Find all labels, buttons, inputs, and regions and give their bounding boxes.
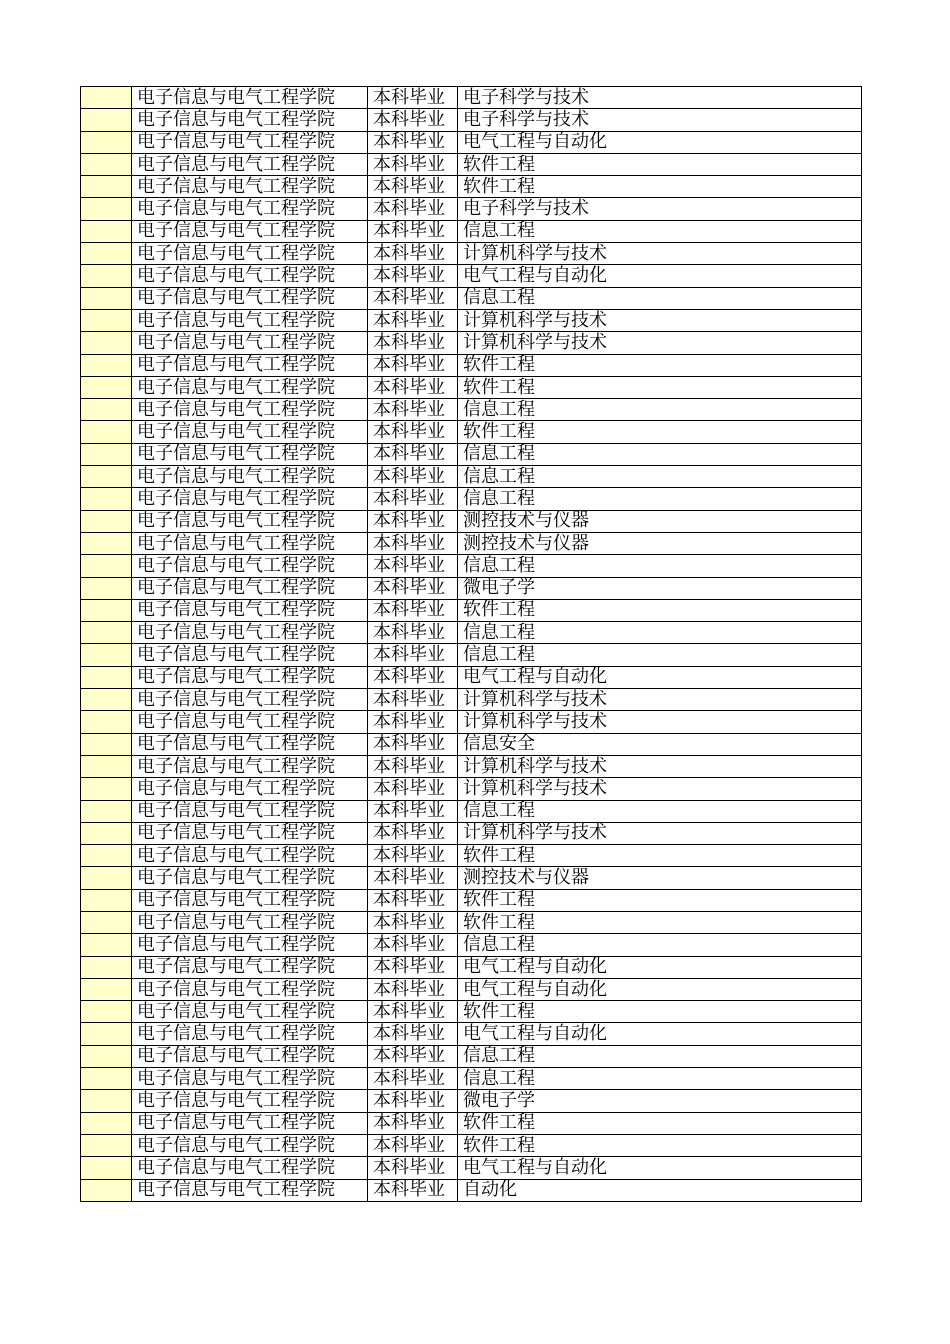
table-row [81,243,862,265]
college-cell: 电子信息与电气工程学院 [132,666,368,688]
college-cell: 电子信息与电气工程学院 [132,220,368,242]
status-cell: 本科毕业 [368,778,458,800]
college-cell: 电子信息与电气工程学院 [132,421,368,443]
status-cell: 本科毕业 [368,666,458,688]
row-marker-cell [81,1090,132,1112]
status-cell: 本科毕业 [368,1157,458,1179]
college-cell: 电子信息与电气工程学院 [132,845,368,867]
row-marker-cell [81,109,132,131]
major-cell: 计算机科学与技术 [458,755,862,777]
major-cell: 软件工程 [458,1134,862,1156]
college-cell: 电子信息与电气工程学院 [132,109,368,131]
table-row [81,845,862,867]
table-row [81,911,862,933]
table-row [81,711,862,733]
college-cell: 电子信息与电气工程学院 [132,354,368,376]
row-marker-cell [81,555,132,577]
table-row [81,421,862,443]
row-marker-cell [81,220,132,242]
row-marker-cell [81,198,132,220]
major-cell: 信息工程 [458,466,862,488]
major-cell: 信息工程 [458,800,862,822]
row-marker-cell [81,309,132,331]
college-cell: 电子信息与电气工程学院 [132,1023,368,1045]
table-row [81,889,862,911]
major-cell: 测控技术与仪器 [458,510,862,532]
table-row [81,622,862,644]
table-row [81,1157,862,1179]
college-cell: 电子信息与电气工程学院 [132,87,368,109]
table-row [81,778,862,800]
row-marker-cell [81,666,132,688]
status-cell: 本科毕业 [368,354,458,376]
major-cell: 电子科学与技术 [458,198,862,220]
row-marker-cell [81,622,132,644]
row-marker-cell [81,287,132,309]
table-row [81,466,862,488]
table-row [81,934,862,956]
table-row [81,1134,862,1156]
row-marker-cell [81,176,132,198]
status-cell: 本科毕业 [368,1045,458,1067]
graduate-table [80,86,862,1202]
row-marker-cell [81,956,132,978]
table-row [81,1045,862,1067]
major-cell: 电气工程与自动化 [458,1023,862,1045]
table-row [81,822,862,844]
major-cell: 软件工程 [458,354,862,376]
row-marker-cell [81,1023,132,1045]
table-row [81,666,862,688]
major-cell: 电气工程与自动化 [458,1157,862,1179]
major-cell: 微电子学 [458,577,862,599]
major-cell: 电气工程与自动化 [458,131,862,153]
college-cell: 电子信息与电气工程学院 [132,800,368,822]
status-cell: 本科毕业 [368,800,458,822]
status-cell: 本科毕业 [368,176,458,198]
row-marker-cell [81,532,132,554]
college-cell: 电子信息与电气工程学院 [132,153,368,175]
status-cell: 本科毕业 [368,755,458,777]
status-cell: 本科毕业 [368,153,458,175]
row-marker-cell [81,488,132,510]
status-cell: 本科毕业 [368,689,458,711]
status-cell: 本科毕业 [368,376,458,398]
table-row [81,1090,862,1112]
college-cell: 电子信息与电气工程学院 [132,577,368,599]
college-cell: 电子信息与电气工程学院 [132,309,368,331]
major-cell: 信息工程 [458,1068,862,1090]
status-cell: 本科毕业 [368,845,458,867]
table-row [81,309,862,331]
row-marker-cell [81,867,132,889]
row-marker-cell [81,778,132,800]
status-cell: 本科毕业 [368,443,458,465]
major-cell: 信息工程 [458,220,862,242]
table-row [81,510,862,532]
table-row [81,220,862,242]
status-cell: 本科毕业 [368,1112,458,1134]
status-cell: 本科毕业 [368,934,458,956]
row-marker-cell [81,466,132,488]
row-marker-cell [81,889,132,911]
college-cell: 电子信息与电气工程学院 [132,622,368,644]
table-row [81,399,862,421]
major-cell: 计算机科学与技术 [458,778,862,800]
major-cell: 软件工程 [458,599,862,621]
row-marker-cell [81,87,132,109]
college-cell: 电子信息与电气工程学院 [132,287,368,309]
status-cell: 本科毕业 [368,109,458,131]
status-cell: 本科毕业 [368,265,458,287]
row-marker-cell [81,733,132,755]
major-cell: 信息工程 [458,622,862,644]
table-row [81,176,862,198]
row-marker-cell [81,376,132,398]
row-marker-cell [81,399,132,421]
status-cell: 本科毕业 [368,978,458,1000]
major-cell: 电气工程与自动化 [458,956,862,978]
row-marker-cell [81,131,132,153]
row-marker-cell [81,1001,132,1023]
college-cell: 电子信息与电气工程学院 [132,1068,368,1090]
college-cell: 电子信息与电气工程学院 [132,1179,368,1201]
major-cell: 信息工程 [458,934,862,956]
college-cell: 电子信息与电气工程学院 [132,198,368,220]
row-marker-cell [81,1157,132,1179]
college-cell: 电子信息与电气工程学院 [132,399,368,421]
college-cell: 电子信息与电气工程学院 [132,711,368,733]
major-cell: 软件工程 [458,153,862,175]
table-row [81,978,862,1000]
table-row [81,332,862,354]
table-row [81,532,862,554]
row-marker-cell [81,443,132,465]
status-cell: 本科毕业 [368,644,458,666]
row-marker-cell [81,689,132,711]
row-marker-cell [81,577,132,599]
row-marker-cell [81,354,132,376]
row-marker-cell [81,1112,132,1134]
college-cell: 电子信息与电气工程学院 [132,332,368,354]
college-cell: 电子信息与电气工程学院 [132,1001,368,1023]
major-cell: 软件工程 [458,421,862,443]
status-cell: 本科毕业 [368,309,458,331]
college-cell: 电子信息与电气工程学院 [132,911,368,933]
major-cell: 信息工程 [458,443,862,465]
major-cell: 计算机科学与技术 [458,243,862,265]
major-cell: 计算机科学与技术 [458,332,862,354]
row-marker-cell [81,911,132,933]
major-cell: 电气工程与自动化 [458,666,862,688]
row-marker-cell [81,800,132,822]
major-cell: 信息工程 [458,555,862,577]
college-cell: 电子信息与电气工程学院 [132,644,368,666]
status-cell: 本科毕业 [368,1134,458,1156]
major-cell: 测控技术与仪器 [458,532,862,554]
college-cell: 电子信息与电气工程学院 [132,466,368,488]
major-cell: 计算机科学与技术 [458,822,862,844]
college-cell: 电子信息与电气工程学院 [132,243,368,265]
major-cell: 软件工程 [458,889,862,911]
college-cell: 电子信息与电气工程学院 [132,1157,368,1179]
college-cell: 电子信息与电气工程学院 [132,867,368,889]
status-cell: 本科毕业 [368,1023,458,1045]
status-cell: 本科毕业 [368,488,458,510]
row-marker-cell [81,934,132,956]
row-marker-cell [81,1068,132,1090]
row-marker-cell [81,711,132,733]
college-cell: 电子信息与电气工程学院 [132,376,368,398]
table-row [81,577,862,599]
status-cell: 本科毕业 [368,87,458,109]
table-row [81,1023,862,1045]
major-cell: 软件工程 [458,376,862,398]
status-cell: 本科毕业 [368,510,458,532]
status-cell: 本科毕业 [368,733,458,755]
row-marker-cell [81,421,132,443]
major-cell: 信息工程 [458,287,862,309]
college-cell: 电子信息与电气工程学院 [132,510,368,532]
major-cell: 软件工程 [458,911,862,933]
major-cell: 信息工程 [458,399,862,421]
college-cell: 电子信息与电气工程学院 [132,488,368,510]
status-cell: 本科毕业 [368,622,458,644]
table-row [81,733,862,755]
table-row [81,800,862,822]
table-row [81,488,862,510]
table-row [81,87,862,109]
graduate-table-body [81,87,862,1202]
college-cell: 电子信息与电气工程学院 [132,822,368,844]
college-cell: 电子信息与电气工程学院 [132,176,368,198]
major-cell: 软件工程 [458,845,862,867]
status-cell: 本科毕业 [368,911,458,933]
college-cell: 电子信息与电气工程学院 [132,532,368,554]
row-marker-cell [81,1134,132,1156]
major-cell: 信息安全 [458,733,862,755]
status-cell: 本科毕业 [368,287,458,309]
status-cell: 本科毕业 [368,220,458,242]
status-cell: 本科毕业 [368,243,458,265]
status-cell: 本科毕业 [368,889,458,911]
major-cell: 电气工程与自动化 [458,265,862,287]
status-cell: 本科毕业 [368,599,458,621]
table-row [81,956,862,978]
status-cell: 本科毕业 [368,1090,458,1112]
major-cell: 软件工程 [458,176,862,198]
major-cell: 信息工程 [458,1045,862,1067]
row-marker-cell [81,332,132,354]
college-cell: 电子信息与电气工程学院 [132,733,368,755]
row-marker-cell [81,153,132,175]
table-row [81,1001,862,1023]
status-cell: 本科毕业 [368,577,458,599]
row-marker-cell [81,822,132,844]
status-cell: 本科毕业 [368,332,458,354]
status-cell: 本科毕业 [368,711,458,733]
table-row [81,755,862,777]
table-row [81,1112,862,1134]
college-cell: 电子信息与电气工程学院 [132,956,368,978]
table-row [81,1068,862,1090]
college-cell: 电子信息与电气工程学院 [132,778,368,800]
college-cell: 电子信息与电气工程学院 [132,443,368,465]
status-cell: 本科毕业 [368,956,458,978]
college-cell: 电子信息与电气工程学院 [132,265,368,287]
major-cell: 自动化 [458,1179,862,1201]
status-cell: 本科毕业 [368,1179,458,1201]
status-cell: 本科毕业 [368,131,458,153]
status-cell: 本科毕业 [368,532,458,554]
major-cell: 电子科学与技术 [458,87,862,109]
table-row [81,354,862,376]
table-row [81,198,862,220]
table-row [81,867,862,889]
college-cell: 电子信息与电气工程学院 [132,555,368,577]
major-cell: 电子科学与技术 [458,109,862,131]
college-cell: 电子信息与电气工程学院 [132,1134,368,1156]
status-cell: 本科毕业 [368,822,458,844]
college-cell: 电子信息与电气工程学院 [132,1045,368,1067]
major-cell: 软件工程 [458,1112,862,1134]
table-row [81,131,862,153]
college-cell: 电子信息与电气工程学院 [132,1090,368,1112]
status-cell: 本科毕业 [368,1068,458,1090]
row-marker-cell [81,1045,132,1067]
table-row [81,153,862,175]
table-row [81,599,862,621]
major-cell: 软件工程 [458,1001,862,1023]
row-marker-cell [81,243,132,265]
row-marker-cell [81,1179,132,1201]
status-cell: 本科毕业 [368,198,458,220]
college-cell: 电子信息与电气工程学院 [132,755,368,777]
row-marker-cell [81,845,132,867]
major-cell: 微电子学 [458,1090,862,1112]
status-cell: 本科毕业 [368,466,458,488]
table-row [81,1179,862,1201]
table-row [81,109,862,131]
major-cell: 计算机科学与技术 [458,711,862,733]
table-row [81,265,862,287]
major-cell: 电气工程与自动化 [458,978,862,1000]
status-cell: 本科毕业 [368,1001,458,1023]
row-marker-cell [81,644,132,666]
major-cell: 信息工程 [458,488,862,510]
row-marker-cell [81,755,132,777]
row-marker-cell [81,978,132,1000]
major-cell: 计算机科学与技术 [458,689,862,711]
table-row [81,689,862,711]
college-cell: 电子信息与电气工程学院 [132,689,368,711]
college-cell: 电子信息与电气工程学院 [132,1112,368,1134]
college-cell: 电子信息与电气工程学院 [132,889,368,911]
table-row [81,555,862,577]
status-cell: 本科毕业 [368,555,458,577]
table-row [81,644,862,666]
status-cell: 本科毕业 [368,399,458,421]
college-cell: 电子信息与电气工程学院 [132,934,368,956]
college-cell: 电子信息与电气工程学院 [132,978,368,1000]
major-cell: 计算机科学与技术 [458,309,862,331]
college-cell: 电子信息与电气工程学院 [132,131,368,153]
table-row [81,287,862,309]
table-row [81,376,862,398]
status-cell: 本科毕业 [368,867,458,889]
major-cell: 测控技术与仪器 [458,867,862,889]
row-marker-cell [81,599,132,621]
college-cell: 电子信息与电气工程学院 [132,599,368,621]
row-marker-cell [81,510,132,532]
table-row [81,443,862,465]
status-cell: 本科毕业 [368,421,458,443]
major-cell: 信息工程 [458,644,862,666]
row-marker-cell [81,265,132,287]
